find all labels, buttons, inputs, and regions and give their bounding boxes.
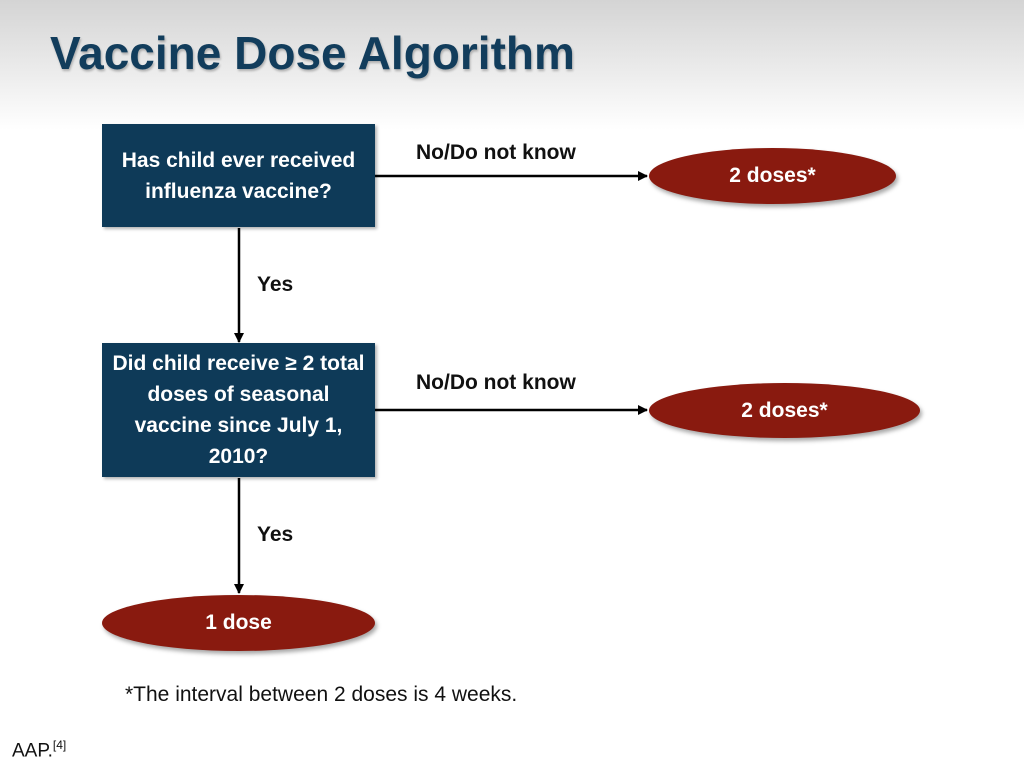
outcome-oval-1: 2 doses*	[649, 148, 896, 204]
no-label-2: No/Do not know	[416, 371, 576, 394]
yes-label-2: Yes	[257, 523, 294, 546]
question-box-2: Did child receive ≥ 2 total doses of seasonal vaccine since July 1, 2010?	[102, 343, 375, 477]
outcome-oval-3: 1 dose	[102, 595, 375, 651]
slide-title: Vaccine Dose Algorithm	[50, 27, 575, 79]
citation	[12, 738, 66, 762]
footnote: *The interval between 2 doses is 4 weeks.	[125, 683, 518, 706]
question-box-1: Has child ever received influenza vaccine?	[102, 124, 375, 227]
citation-text: AAP.	[12, 740, 53, 762]
outcome-oval-2: 2 doses*	[649, 383, 920, 438]
no-label-1: No/Do not know	[416, 141, 576, 164]
citation-ref: [4]	[52, 738, 67, 752]
yes-label-1: Yes	[257, 273, 294, 296]
